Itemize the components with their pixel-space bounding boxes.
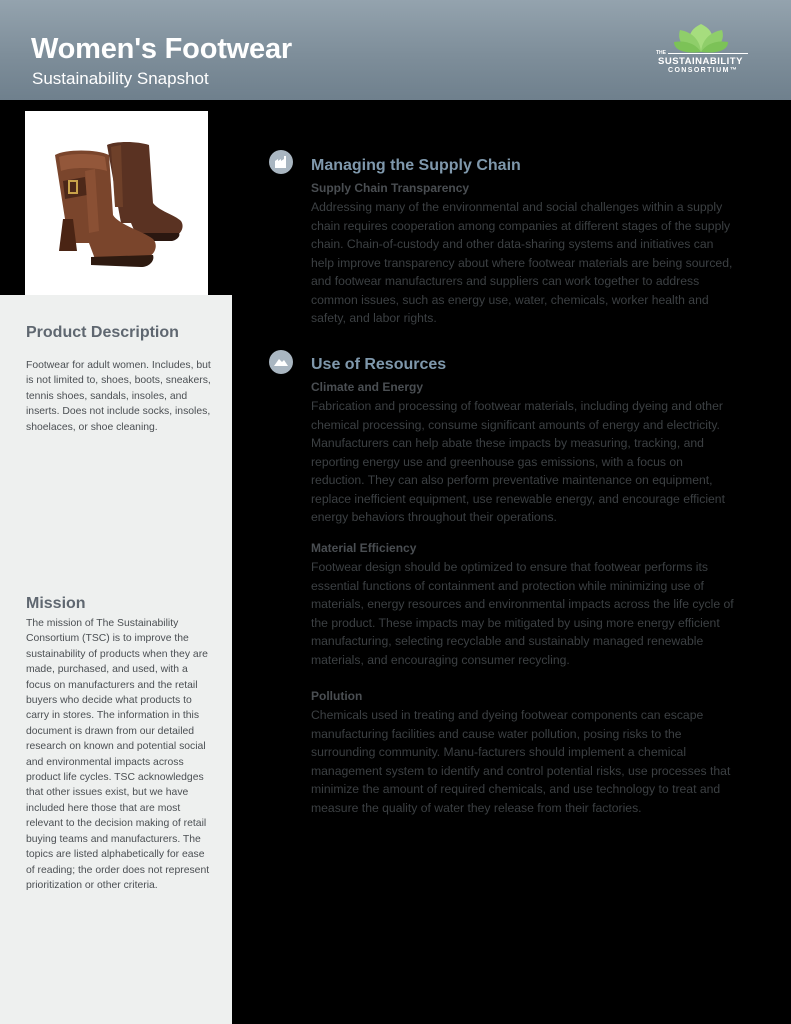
logo-divider (668, 53, 748, 54)
mountain-icon (269, 350, 293, 374)
subsection-text-pollution: Chemicals used in treating and dyeing footwear components can escape manufacturing facilities and cause water pollution, posing risks to the surrounding community. Manu-facturers should implement a chemical management system to identify and control potential risks, use processes that minimize the amount of required chemicals, and use technology to treat and measure the quality of water they release from their factories. (311, 708, 731, 815)
logo-line2: CONSORTIUM™ (668, 67, 739, 74)
subsection-heading-climate: Climate and Energy (311, 380, 424, 394)
subsection-text-climate: Fabrication and processing of footwear materials, including dyeing and other chemical processing, consume significant amounts of energy and electricity. Manufacturers can help abate these impacts by measuring, tracking, and reporting energy use and greenhouse gas emissions, with a focus on reduction. They can also perform preventative maintenance on equipment, replace inefficient equipment, use renewable energy, and encourage efficient energy behaviors throughout their operations. (311, 399, 725, 524)
logo-the: THE (656, 50, 666, 56)
sustainability-consortium-logo (652, 22, 752, 88)
subsection-heading-material: Material Efficiency (311, 541, 417, 555)
subsection-text-transparency: Addressing many of the environmental and social challenges within a supply chain requires cooperation among companies at different stages of the supply chain. Chain-of-custody and other data-sharing systems and initiatives can help improve transparency about where footwear materials are being sourced, and footwear manufacturers and suppliers can work together to address common issues, such as energy use, water, chemicals, worker health and safety, and labor rights. (311, 200, 733, 325)
section-heading-resources: Use of Resources (311, 356, 447, 373)
product-description-text: Footwear for adult women. Includes, but is not limited to, shoes, boots, sneakers, tennis shoes, sandals, insoles, and inserts. Does not include socks, insoles, shoelaces, or shoe cleaning. (26, 360, 211, 433)
factory-icon (269, 150, 293, 174)
section-heading-supply-chain: Managing the Supply Chain (311, 157, 521, 174)
product-photo (25, 111, 208, 295)
header-banner (0, 0, 791, 100)
product-description-heading: Product Description (26, 324, 179, 341)
mission-heading: Mission (26, 595, 86, 612)
subsection-heading-pollution: Pollution (311, 689, 363, 703)
subsection-heading-transparency: Supply Chain Transparency (311, 181, 470, 195)
page-subtitle: Sustainability Snapshot (32, 69, 209, 88)
logo-line1: SUSTAINABILITY (658, 56, 743, 67)
page-title: Women's Footwear (31, 33, 292, 65)
ankle-boots-image (25, 111, 208, 295)
mission-text: The mission of The Sustainability Consortium (TSC) is to improve the sustainability of products when they are made, purchased, and used, with a focus on manufacturers and the retail buyers who decide what products to carry in stores. The information in this document is drawn from our detailed research on known and potential social and environmental impacts across product life cycles. TSC acknowledges that other issues exist, but we have included here those that are most relevant to the decision making of retail buying teams and manufacturers. The topics are listed alphabetically for ease of reading; the order does not represent prioritization or other criteria. (26, 618, 210, 891)
subsection-text-material: Footwear design should be optimized to ensure that footwear performs its essential functions of containment and protection while minimizing use of materials, energy resources and environmental impacts across the life cycle of the product. These impacts may be mitigated by using more energy efficient manufacturing, selecting recyclable and sustainably managed renewable materials, and encouraging consumer recycling. (311, 560, 734, 667)
leaf-logo-icon (674, 22, 728, 54)
